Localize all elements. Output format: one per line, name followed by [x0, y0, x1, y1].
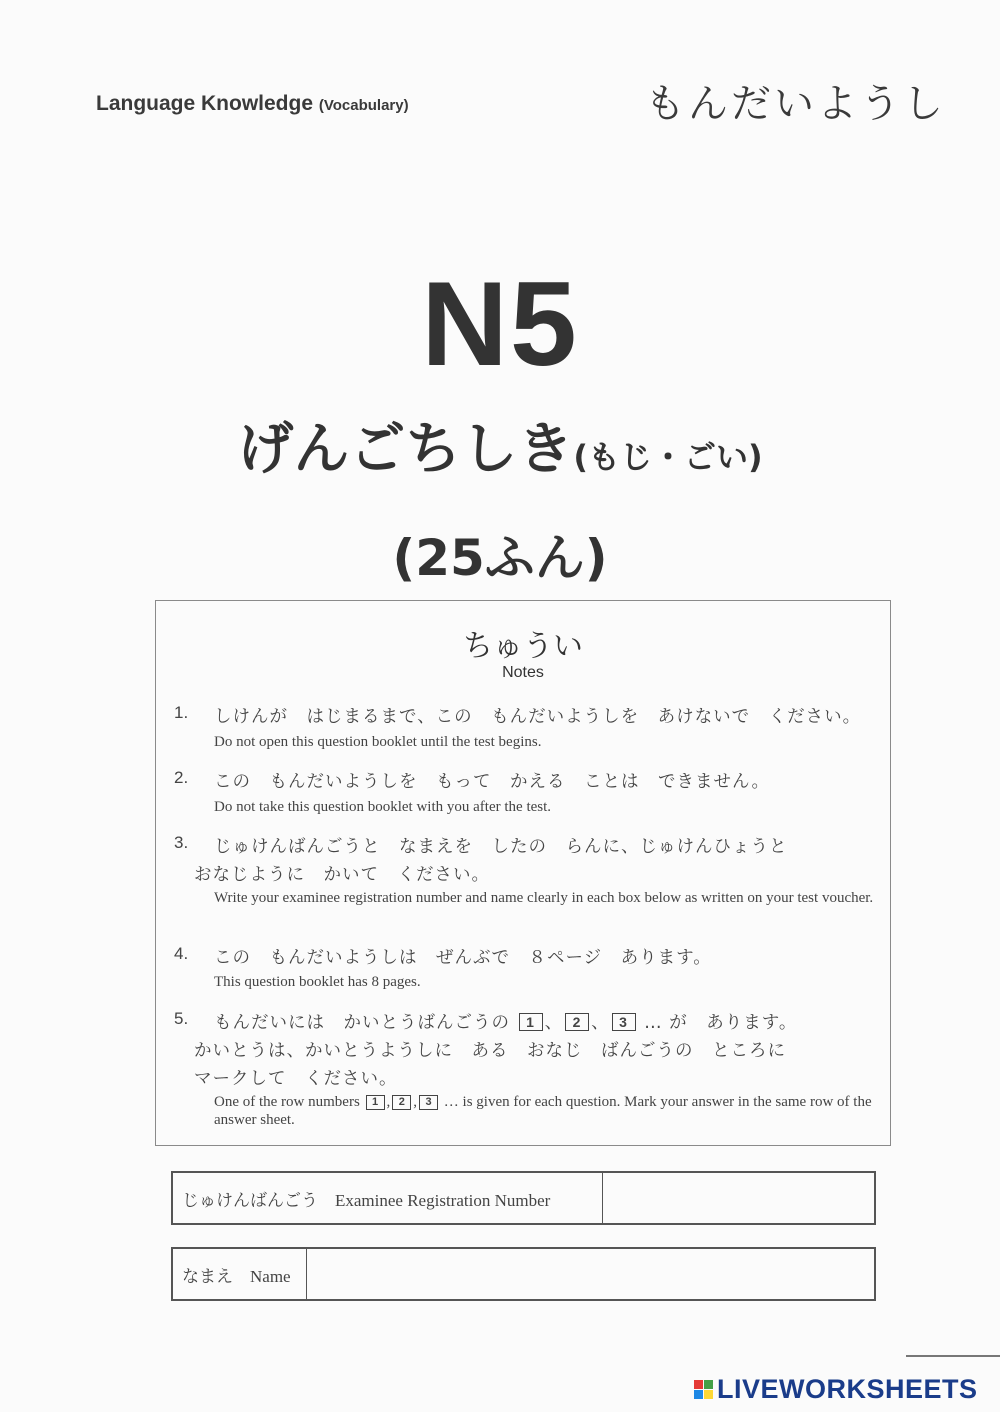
- level-title: N5: [421, 257, 579, 391]
- note-english-pre: One of the row numbers: [214, 1094, 360, 1110]
- answer-number-box: 2: [565, 1013, 589, 1031]
- notes-heading: ちゅうい: [463, 629, 583, 664]
- liveworksheets-logo[interactable]: [694, 1374, 978, 1405]
- liveworksheets-logo-icon: [694, 1380, 713, 1399]
- note-japanese: もんだいには かいとうばんごうの 1 、 2 、 3 … が あります。: [214, 1013, 798, 1033]
- name-row: [171, 1247, 876, 1301]
- notes-box: [155, 600, 891, 1146]
- registration-number-row: [171, 1171, 876, 1225]
- header-subject-title: Language Knowledge: [96, 92, 314, 115]
- note-english: Do not open this question booklet until the test begins.: [214, 734, 542, 750]
- note-japanese-line3: マークして ください。: [194, 1069, 398, 1089]
- notes-heading-en: Notes: [502, 664, 544, 681]
- answer-number-box: 2: [392, 1095, 411, 1110]
- note-japanese: しけんが はじまるまで、この もんだいようしを あけないで ください。: [214, 707, 862, 727]
- answer-number-box: 1: [366, 1095, 385, 1110]
- liveworksheets-logo-text: LIVEWORKSHEETS: [717, 1374, 978, 1404]
- logo-square: [694, 1390, 703, 1399]
- registration-number-input[interactable]: [603, 1173, 874, 1223]
- note-japanese-line2: かいとうは、かいとうようしに ある おなじ ばんごうの ところに: [194, 1041, 786, 1061]
- header-booklet-title: もんだいようし: [645, 81, 946, 127]
- name-input[interactable]: [307, 1249, 874, 1299]
- answer-number-box: 3: [419, 1095, 438, 1110]
- note-english: One of the row numbers 1 , 2 , 3 … is given for each question. Mark your answer in the same row of the answer sheet.: [214, 1094, 872, 1128]
- footer-rule: [906, 1355, 1000, 1357]
- note-number: 3.: [174, 833, 189, 852]
- note-english: This question booklet has 8 pages.: [214, 974, 421, 990]
- note-english: Write your examinee registration number and name clearly in each box below as written on your test voucher.: [214, 890, 874, 906]
- header-subject-label: [96, 92, 409, 116]
- note-japanese-post: … が あります。: [644, 1013, 798, 1033]
- note-number: 4.: [174, 944, 189, 963]
- header-subject-sub: (Vocabulary): [318, 97, 409, 114]
- answer-number-box: 3: [612, 1013, 636, 1031]
- note-japanese: この もんだいようしは ぜんぶで ８ページ あります。: [214, 948, 712, 968]
- note-japanese-pre: もんだいには かいとうばんごうの: [214, 1013, 510, 1033]
- note-japanese: この もんだいようしを もって かえる ことは できません。: [214, 772, 771, 792]
- note-number: 2.: [174, 768, 189, 787]
- logo-square: [694, 1380, 703, 1389]
- note-english: Do not take this question booklet with you after the test.: [214, 799, 552, 815]
- name-label: なまえ Name: [173, 1249, 307, 1299]
- note-number: 5.: [174, 1009, 189, 1028]
- section-title-main: げんごちしき: [237, 417, 574, 482]
- section-title-paren: (もじ・ごい): [573, 438, 763, 476]
- logo-square: [704, 1390, 713, 1399]
- note-english-post: … is given for each question. Mark your answer in the same row of the answer sheet.: [214, 1094, 872, 1128]
- note-number: 1.: [174, 703, 189, 722]
- section-title: [0, 405, 1000, 485]
- note-japanese: じゅけんばんごうと なまえを したの らんに、じゅけんひょうと: [214, 837, 788, 857]
- registration-number-label: じゅけんばんごう Examinee Registration Number: [173, 1173, 603, 1223]
- logo-square: [704, 1380, 713, 1389]
- test-duration: (25ふん): [392, 529, 608, 587]
- note-japanese-line2: おなじように かいて ください。: [194, 865, 490, 885]
- answer-number-box: 1: [519, 1013, 543, 1031]
